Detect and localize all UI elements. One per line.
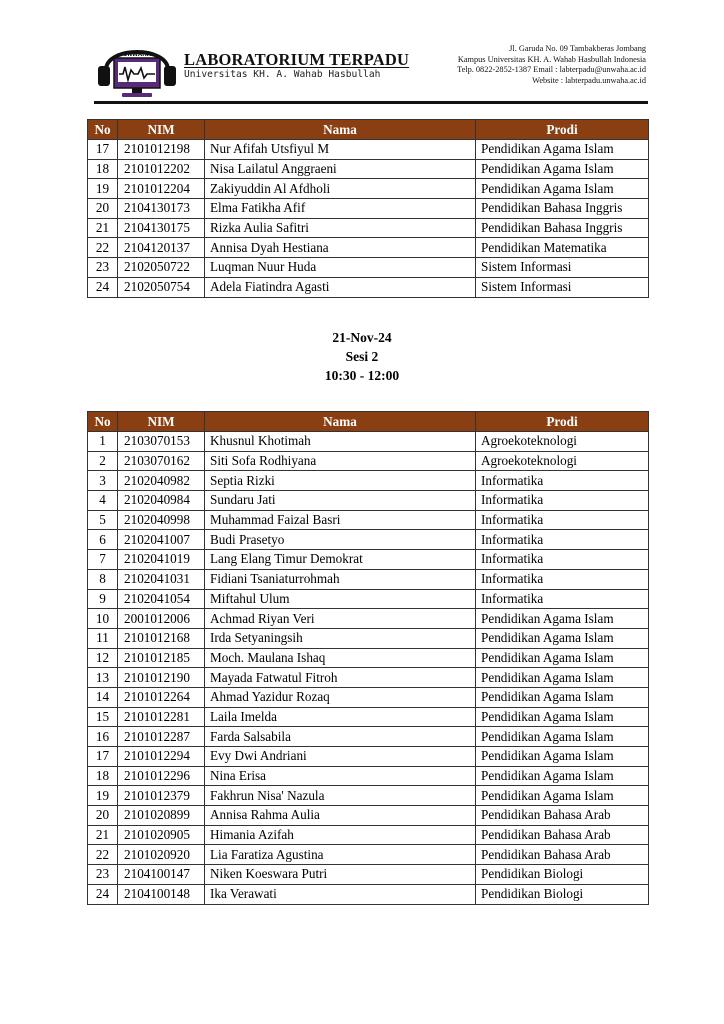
cell-nim: 2101020905 [118, 825, 205, 845]
cell-nim: 2104130173 [118, 199, 205, 219]
table-row [88, 277, 649, 297]
table-row [88, 258, 649, 278]
cell-prodi: Pendidikan Bahasa Arab [476, 825, 649, 845]
col-header-prodi: Prodi [476, 120, 649, 140]
cell-no: 22 [88, 238, 118, 258]
cell-nim: 2101012294 [118, 747, 205, 767]
cell-prodi: Pendidikan Agama Islam [476, 628, 649, 648]
table-row [88, 609, 649, 629]
col-header-nama: Nama [205, 120, 476, 140]
cell-prodi: Informatika [476, 569, 649, 589]
cell-nama: Zakiyuddin Al Afdholi [205, 179, 476, 199]
cell-no: 24 [88, 277, 118, 297]
cell-nama: Miftahul Ulum [205, 589, 476, 609]
cell-no: 22 [88, 845, 118, 865]
table-row [88, 648, 649, 668]
cell-no: 14 [88, 687, 118, 707]
cell-no: 9 [88, 589, 118, 609]
cell-prodi: Pendidikan Bahasa Inggris [476, 199, 649, 219]
cell-nama: Niken Koeswara Putri [205, 865, 476, 885]
cell-nim: 2102050722 [118, 258, 205, 278]
table-row [88, 884, 649, 904]
col-header-no: No [88, 120, 118, 140]
table-body [88, 432, 649, 905]
cell-nama: Elma Fatikha Afif [205, 199, 476, 219]
cell-nim: 2104130175 [118, 218, 205, 238]
cell-nama: Farda Salsabila [205, 727, 476, 747]
cell-nim: 2001012006 [118, 609, 205, 629]
cell-nama: Moch. Maulana Ishaq [205, 648, 476, 668]
cell-nama: Luqman Nuur Huda [205, 258, 476, 278]
cell-nama: Rizka Aulia Safitri [205, 218, 476, 238]
cell-no: 24 [88, 884, 118, 904]
cell-nama: Lang Elang Timur Demokrat [205, 550, 476, 570]
cell-prodi: Pendidikan Agama Islam [476, 687, 649, 707]
cell-nama: Budi Prasetyo [205, 530, 476, 550]
cell-prodi: Informatika [476, 491, 649, 511]
cell-nim: 2102041054 [118, 589, 205, 609]
table-row [88, 786, 649, 806]
cell-nim: 2101012287 [118, 727, 205, 747]
table-row [88, 845, 649, 865]
cell-no: 5 [88, 510, 118, 530]
cell-nim: 2101012190 [118, 668, 205, 688]
col-header-no: No [88, 412, 118, 432]
cell-nama: Annisa Rahma Aulia [205, 806, 476, 826]
cell-no: 23 [88, 258, 118, 278]
table-row [88, 471, 649, 491]
cell-prodi: Pendidikan Agama Islam [476, 159, 649, 179]
cell-nama: Adela Fiatindra Agasti [205, 277, 476, 297]
cell-nim: 2103070153 [118, 432, 205, 452]
session-date: 21-Nov-24 [332, 330, 392, 345]
lab-logo-icon [92, 36, 182, 100]
cell-no: 6 [88, 530, 118, 550]
cell-nim: 2101012202 [118, 159, 205, 179]
table-row [88, 432, 649, 452]
cell-prodi: Sistem Informasi [476, 277, 649, 297]
table-row [88, 707, 649, 727]
cell-nama: Fidiani Tsaniaturrohmah [205, 569, 476, 589]
cell-nim: 2104100147 [118, 865, 205, 885]
cell-nim: 2103070162 [118, 451, 205, 471]
cell-nim: 2101012296 [118, 766, 205, 786]
cell-no: 21 [88, 218, 118, 238]
cell-no: 21 [88, 825, 118, 845]
table-row [88, 510, 649, 530]
cell-nama: Laila Imelda [205, 707, 476, 727]
session-heading [0, 328, 724, 385]
cell-nama: Sundaru Jati [205, 491, 476, 511]
cell-prodi: Pendidikan Agama Islam [476, 727, 649, 747]
table-row [88, 865, 649, 885]
cell-prodi: Pendidikan Agama Islam [476, 747, 649, 767]
cell-prodi: Pendidikan Bahasa Arab [476, 845, 649, 865]
roster-table-2 [87, 411, 649, 905]
cell-prodi: Informatika [476, 471, 649, 491]
cell-no: 4 [88, 491, 118, 511]
cell-nama: Mayada Fatwatul Fitroh [205, 668, 476, 688]
cell-nama: Fakhrun Nisa' Nazula [205, 786, 476, 806]
col-header-prodi: Prodi [476, 412, 649, 432]
cell-nim: 2104120137 [118, 238, 205, 258]
address-line-1: Jl. Garuda No. 09 Tambakberas Jombang [509, 44, 646, 53]
cell-prodi: Agroekoteknologi [476, 432, 649, 452]
cell-nama: Muhammad Faizal Basri [205, 510, 476, 530]
cell-prodi: Pendidikan Agama Islam [476, 766, 649, 786]
letterhead [92, 34, 652, 106]
cell-prodi: Informatika [476, 550, 649, 570]
cell-nim: 2102041019 [118, 550, 205, 570]
logo-text: UNWAHA [122, 52, 152, 58]
cell-nim: 2102041007 [118, 530, 205, 550]
cell-no: 10 [88, 609, 118, 629]
cell-nim: 2102050754 [118, 277, 205, 297]
table-row [88, 727, 649, 747]
cell-nim: 2101012198 [118, 140, 205, 160]
cell-no: 20 [88, 199, 118, 219]
address-line-2: Kampus Universitas KH. A. Wahab Hasbullah Indonesia [457, 54, 646, 64]
table-row [88, 589, 649, 609]
table-body [88, 140, 649, 298]
table-row [88, 179, 649, 199]
cell-prodi: Pendidikan Agama Islam [476, 648, 649, 668]
cell-no: 19 [88, 786, 118, 806]
cell-no: 16 [88, 727, 118, 747]
cell-nama: Ahmad Yazidur Rozaq [205, 687, 476, 707]
table-header-row [88, 120, 649, 140]
cell-no: 11 [88, 628, 118, 648]
cell-nim: 2102041031 [118, 569, 205, 589]
table-row [88, 491, 649, 511]
contact-block [457, 44, 646, 86]
cell-prodi: Pendidikan Agama Islam [476, 786, 649, 806]
cell-nama: Lia Faratiza Agustina [205, 845, 476, 865]
session-name: Sesi 2 [345, 349, 379, 364]
cell-prodi: Pendidikan Bahasa Arab [476, 806, 649, 826]
cell-nim: 2101012168 [118, 628, 205, 648]
cell-nim: 2104100148 [118, 884, 205, 904]
cell-prodi: Informatika [476, 589, 649, 609]
cell-prodi: Pendidikan Agama Islam [476, 179, 649, 199]
cell-nim: 2101012379 [118, 786, 205, 806]
table-header-row [88, 412, 649, 432]
cell-no: 2 [88, 451, 118, 471]
cell-no: 15 [88, 707, 118, 727]
letterhead-divider [94, 101, 648, 104]
cell-nama: Nisa Lailatul Anggraeni [205, 159, 476, 179]
table-row [88, 238, 649, 258]
cell-nim: 2102040984 [118, 491, 205, 511]
cell-no: 18 [88, 766, 118, 786]
cell-prodi: Pendidikan Biologi [476, 884, 649, 904]
cell-prodi: Pendidikan Agama Islam [476, 609, 649, 629]
table-row [88, 199, 649, 219]
cell-nim: 2101012185 [118, 648, 205, 668]
session-time: 10:30 - 12:00 [324, 368, 400, 383]
cell-prodi: Informatika [476, 530, 649, 550]
cell-nama: Achmad Riyan Veri [205, 609, 476, 629]
table-row [88, 668, 649, 688]
lab-subtitle: Universitas KH. A. Wahab Hasbullah [184, 69, 381, 80]
cell-no: 19 [88, 179, 118, 199]
cell-prodi: Sistem Informasi [476, 258, 649, 278]
cell-no: 13 [88, 668, 118, 688]
cell-prodi: Agroekoteknologi [476, 451, 649, 471]
cell-no: 18 [88, 159, 118, 179]
table-row [88, 825, 649, 845]
col-header-nim: NIM [118, 412, 205, 432]
cell-nama: Himania Azifah [205, 825, 476, 845]
roster-table-1 [87, 119, 649, 298]
cell-prodi: Pendidikan Agama Islam [476, 668, 649, 688]
table-row [88, 687, 649, 707]
website: Website : labterpadu.unwaha.ac.id [532, 75, 646, 85]
cell-nim: 2101020920 [118, 845, 205, 865]
cell-prodi: Pendidikan Agama Islam [476, 707, 649, 727]
cell-prodi: Informatika [476, 510, 649, 530]
col-header-nim: NIM [118, 120, 205, 140]
table-row [88, 806, 649, 826]
cell-nim: 2102040998 [118, 510, 205, 530]
table-row [88, 747, 649, 767]
cell-nama: Siti Sofa Rodhiyana [205, 451, 476, 471]
cell-no: 3 [88, 471, 118, 491]
table-row [88, 766, 649, 786]
table-row [88, 159, 649, 179]
cell-nama: Annisa Dyah Hestiana [205, 238, 476, 258]
cell-nama: Evy Dwi Andriani [205, 747, 476, 767]
cell-nim: 2101012264 [118, 687, 205, 707]
cell-prodi: Pendidikan Matematika [476, 238, 649, 258]
cell-nim: 2101012281 [118, 707, 205, 727]
table-row [88, 451, 649, 471]
table-row [88, 530, 649, 550]
cell-nama: Septia Rizki [205, 471, 476, 491]
cell-nim: 2101012204 [118, 179, 205, 199]
cell-nama: Irda Setyaningsih [205, 628, 476, 648]
cell-nama: Khusnul Khotimah [205, 432, 476, 452]
cell-nama: Nina Erisa [205, 766, 476, 786]
cell-nim: 2101020899 [118, 806, 205, 826]
cell-nama: Ika Verawati [205, 884, 476, 904]
cell-prodi: Pendidikan Bahasa Inggris [476, 218, 649, 238]
col-header-nama: Nama [205, 412, 476, 432]
cell-no: 7 [88, 550, 118, 570]
table-row [88, 218, 649, 238]
table-row [88, 628, 649, 648]
table-row [88, 550, 649, 570]
cell-prodi: Pendidikan Biologi [476, 865, 649, 885]
lab-title: LABORATORIUM TERPADU [184, 50, 410, 69]
phone-email: Telp. 0822-2852-1387 Email : labterpadu@unwaha.ac.id [457, 65, 646, 75]
table-row [88, 140, 649, 160]
cell-no: 17 [88, 747, 118, 767]
cell-no: 8 [88, 569, 118, 589]
table-row [88, 569, 649, 589]
cell-prodi: Pendidikan Agama Islam [476, 140, 649, 160]
cell-no: 23 [88, 865, 118, 885]
cell-no: 17 [88, 140, 118, 160]
cell-nim: 2102040982 [118, 471, 205, 491]
cell-no: 20 [88, 806, 118, 826]
cell-nama: Nur Afifah Utsfiyul M [205, 140, 476, 160]
cell-no: 12 [88, 648, 118, 668]
cell-no: 1 [88, 432, 118, 452]
